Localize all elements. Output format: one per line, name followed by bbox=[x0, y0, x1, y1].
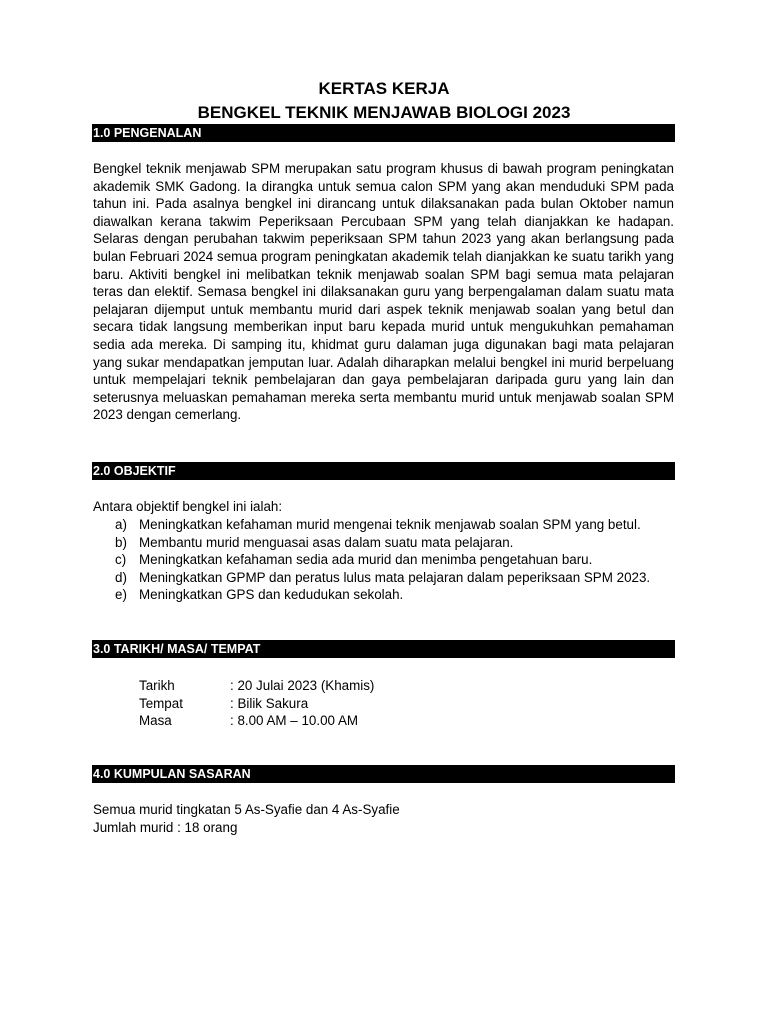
detail-label: Masa bbox=[139, 713, 172, 729]
sasaran-line-1: Semua murid tingkatan 5 As-Syafie dan 4 As-Syafie bbox=[93, 802, 400, 817]
objektif-list bbox=[115, 516, 674, 604]
detail-value: : Bilik Sakura bbox=[230, 695, 309, 711]
detail-label: Tempat bbox=[139, 695, 183, 711]
list-item bbox=[115, 569, 674, 587]
detail-value: : 20 Julai 2023 (Khamis) bbox=[230, 678, 375, 693]
section-heading-tarikh: 3.0 TARIKH/ MASA/ TEMPAT bbox=[92, 640, 675, 658]
list-marker: c) bbox=[115, 552, 127, 568]
list-item bbox=[115, 516, 674, 534]
section-heading-objektif: 2.0 OBJEKTIF bbox=[92, 462, 675, 480]
document-subtitle: BENGKEL TEKNIK MENJAWAB BIOLOGI 2023 bbox=[197, 103, 571, 122]
list-item bbox=[115, 534, 674, 552]
list-item-text: Meningkatkan GPS dan kedudukan sekolah. bbox=[139, 587, 404, 603]
list-item-text: Meningkatkan kefahaman murid mengenai teknik menjawab soalan SPM yang betul. bbox=[139, 517, 641, 532]
list-item-text: Meningkatkan GPMP dan peratus lulus mata pelajaran dalam peperiksaan SPM 2023. bbox=[139, 569, 651, 585]
list-marker: e) bbox=[115, 587, 127, 603]
section-heading-pengenalan: 1.0 PENGENALAN bbox=[92, 124, 675, 142]
section-heading-sasaran: 4.0 KUMPULAN SASARAN bbox=[92, 765, 675, 783]
list-item bbox=[115, 586, 674, 604]
list-marker: b) bbox=[115, 534, 127, 550]
event-details bbox=[139, 677, 374, 730]
list-item-text: Membantu murid menguasai asas dalam suatu mata pelajaran. bbox=[139, 534, 514, 550]
sasaran-line-2: Jumlah murid : 18 orang bbox=[93, 820, 238, 835]
detail-row-masa bbox=[139, 712, 374, 730]
detail-row-tarikh bbox=[139, 677, 374, 695]
document-title: KERTAS KERJA bbox=[318, 79, 450, 98]
objektif-intro: Antara objektif bengkel ini ialah: bbox=[93, 499, 283, 514]
detail-label: Tarikh bbox=[139, 678, 175, 693]
list-marker: a) bbox=[115, 517, 127, 532]
list-item bbox=[115, 551, 674, 569]
list-item-text: Meningkatkan kefahaman sedia ada murid dan menimba pengetahuan baru. bbox=[139, 552, 593, 568]
detail-value: : 8.00 AM – 10.00 AM bbox=[230, 713, 359, 729]
pengenalan-paragraph: Bengkel teknik menjawab SPM merupakan satu program khusus di bawah program peningkatan akademik SMK Gadong. Ia dirangka untuk semua calon SPM yang akan menduduki SPM pada tahun ini. Pada asalnya bengkel ini dirancang untuk dilaksanakan pada bulan Oktober namun diawalkan kerana takwim Peperiksaan Percubaan SPM yang telah dianjakkan ke hadapan. Selaras dengan perubahan takwim peperiksaan SPM tahun 2023 yang akan berlangsung pada bulan Februari 2024 semua program peningkatan akademik telah dianjakkan ke suatu tarikh yang baru. Aktiviti bengkel ini melibatkan teknik menjawab soalan SPM bagi semua mata pelajaran teras dan elektif. Semasa bengkel ini dilaksanakan guru yang berpengalaman dalam suatu mata pelajaran dijemput untuk membantu murid dari aspek teknik menjawab soalan yang betul dan secara tidak langsung memberikan input baru kepada murid untuk mengukuhkan pemahaman sedia ada mereka. Di samping itu, khidmat guru dalaman juga digunakan bagi mata pelajaran yang sukar mendapatkan jemputan luar. Adalah diharapkan melalui bengkel ini murid berpeluang untuk mempelajari teknik pembelajaran dan gaya pembelajaran daripada guru yang lain dan seterusnya meluaskan pemahaman mereka serta membantu murid untuk menjawab soalan SPM 2023 dengan cemerlang. bbox=[93, 161, 674, 423]
detail-row-tempat bbox=[139, 695, 374, 713]
list-marker: d) bbox=[115, 569, 127, 585]
